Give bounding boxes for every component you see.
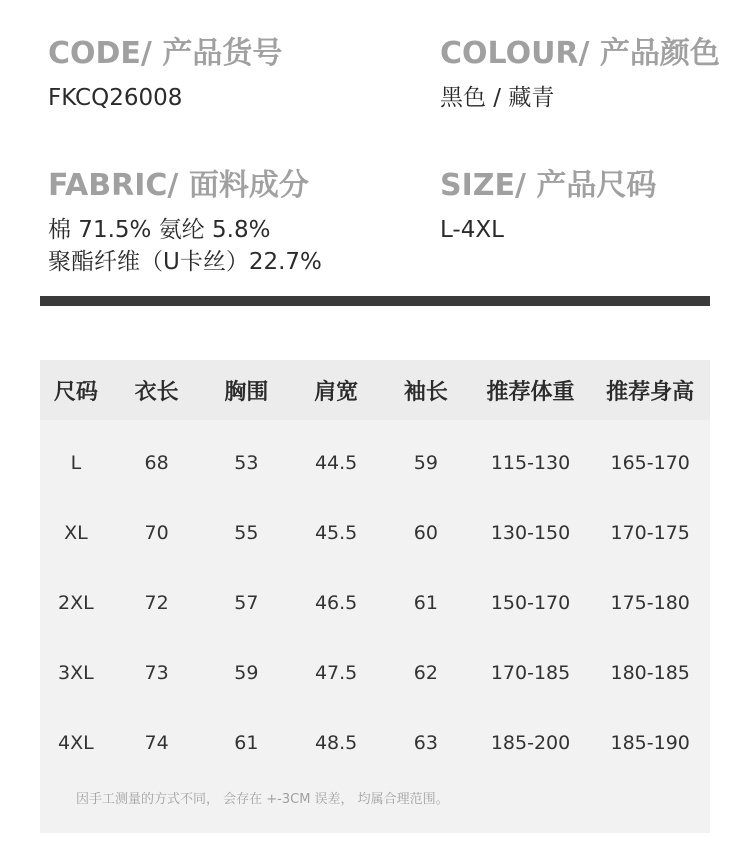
- section-divider: [40, 296, 710, 306]
- table-cell: 59: [413, 452, 438, 474]
- table-cell: L: [70, 452, 82, 474]
- table-cell: 2XL: [58, 592, 94, 614]
- table-cell: 73: [144, 662, 169, 684]
- table-cell: 185-190: [610, 732, 690, 754]
- table-cell: 53: [234, 452, 259, 474]
- table-cell: 61: [413, 592, 438, 614]
- product-code-block: [48, 36, 282, 114]
- header-length: 衣长: [134, 379, 179, 405]
- table-cell: 55: [234, 522, 259, 544]
- size-value: L-4XL: [440, 217, 504, 243]
- table-cell: 130-150: [490, 522, 571, 544]
- table-cell: 45.5: [314, 522, 358, 544]
- measurement-note: 因手工测量的方式不同， 会存在 +-3CM 误差， 均属合理范围。: [76, 792, 449, 807]
- table-body: [40, 420, 710, 778]
- header-height: 推荐身高: [606, 379, 695, 405]
- table-cell: 170-185: [490, 662, 571, 684]
- header-weight: 推荐体重: [486, 379, 575, 405]
- table-cell: 61: [234, 732, 259, 754]
- table-row: [40, 638, 710, 708]
- table-cell: 60: [413, 522, 438, 544]
- table-cell: 175-180: [610, 592, 690, 614]
- product-code-value: FKCQ26008: [48, 85, 183, 111]
- table-cell: 74: [144, 732, 169, 754]
- header-chest: 胸围: [224, 379, 269, 405]
- fabric-label: FABRIC/ 面料成分: [48, 168, 309, 203]
- fabric-line-2: 聚酯纤维（U卡丝）22.7%: [48, 249, 322, 275]
- header-sleeve: 袖长: [403, 379, 448, 405]
- table-cell: 63: [413, 732, 438, 754]
- table-cell: 47.5: [314, 662, 358, 684]
- table-cell: 70: [144, 522, 169, 544]
- table-cell: 165-170: [610, 452, 690, 474]
- table-cell: 170-175: [610, 522, 690, 544]
- colour-value: 黑色 / 藏青: [440, 85, 555, 111]
- table-cell: 4XL: [58, 732, 94, 754]
- table-cell: 62: [413, 662, 438, 684]
- size-chart-table: [40, 360, 710, 833]
- size-block: [440, 168, 656, 246]
- table-row: [40, 428, 710, 498]
- table-cell: 68: [144, 452, 169, 474]
- table-cell: 150-170: [490, 592, 571, 614]
- table-row: [40, 568, 710, 638]
- table-cell: XL: [64, 522, 88, 544]
- table-cell: 46.5: [314, 592, 358, 614]
- table-cell: 115-130: [490, 452, 571, 474]
- fabric-block: [48, 168, 322, 278]
- colour-label: COLOUR/ 产品颜色: [440, 36, 720, 71]
- table-cell: 48.5: [314, 732, 358, 754]
- table-row: [40, 708, 710, 778]
- table-cell: 3XL: [58, 662, 94, 684]
- size-label: SIZE/ 产品尺码: [440, 168, 657, 203]
- colour-block: [440, 36, 720, 114]
- table-cell: 185-200: [490, 732, 571, 754]
- table-row: [40, 498, 710, 568]
- table-cell: 59: [234, 662, 259, 684]
- table-cell: 180-185: [610, 662, 690, 684]
- fabric-line-1: 棉 71.5% 氨纶 5.8%: [48, 217, 271, 243]
- table-header-row: [40, 360, 710, 420]
- header-shoulder: 肩宽: [314, 379, 359, 405]
- table-cell: 72: [144, 592, 169, 614]
- header-size: 尺码: [53, 379, 98, 405]
- product-code-label: CODE/ 产品货号: [48, 36, 283, 71]
- table-cell: 57: [234, 592, 259, 614]
- table-cell: 44.5: [314, 452, 358, 474]
